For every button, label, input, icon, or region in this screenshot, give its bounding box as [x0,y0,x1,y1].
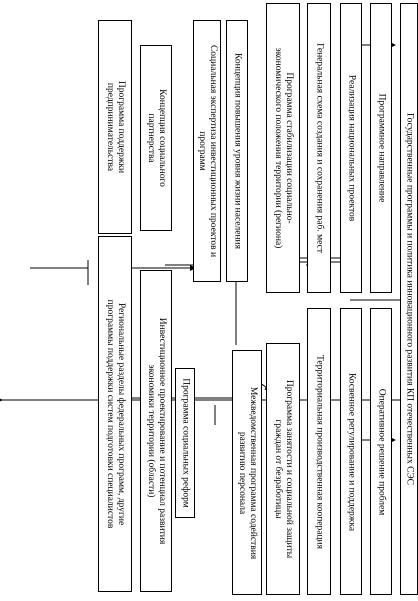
stabilization-program-text [272,48,294,249]
living-standard-box [226,20,248,282]
territorial-cooperation-box [307,308,331,595]
general-scheme-text: Генеральная схема создания и сохранения раб. мест [314,43,325,253]
partnership-line-1: Концепция социального [157,89,167,187]
regional-line-2: программы поддержки систем подготовки специалистов [105,299,115,529]
entrepreneurship-support-text [104,81,126,173]
stabilization-line-1: Программа стабилизации социально- [284,72,294,224]
stabilization-line-2: экономического положения территории (региона) [273,47,283,249]
social-partnership-box [140,45,172,231]
social-expertise-text [196,45,218,257]
interdepartmental-line-1: Межведомственная программа содействия [248,386,258,559]
social-expertise-line-2: программ [197,131,207,171]
indirect-regulation-box [340,308,362,595]
territorial-cooperation-text: Территориальная производственная кооперация [314,354,325,549]
operative-solution-box [370,308,392,595]
employment-program-box [266,343,300,595]
gos-programs-box [400,3,418,595]
interdepartmental-line-2: развитию персонала [237,431,247,514]
gos-programs-text: Государственные программы и политика инновационного развития КП отечественных СЭС [404,112,415,486]
program-direction-box [370,3,392,293]
social-reforms-text: Программа социальных реформ [180,378,191,508]
regional-sections-text [104,300,126,529]
investment-line-2: экономики территории (области) [146,364,156,498]
investment-design-box [140,270,172,592]
general-scheme-box [307,3,331,293]
entrepreneurship-line-1: Программа поддержки [116,80,126,174]
regional-line-1: Региональные разделы федеральных программ, другие [116,302,126,526]
social-reforms-box [175,368,195,518]
investment-design-text [145,318,167,544]
national-projects-text: Реализация национальных проектов [346,74,357,222]
social-expertise-box [193,20,221,282]
entrepreneurship-support-box [98,20,132,234]
social-partnership-text [145,89,167,187]
national-projects-box [340,3,362,293]
investment-line-1: Инвестиционное проектирование и потенциал развития [157,317,167,545]
stabilization-program-box [266,3,300,293]
entrepreneurship-line-2: предпринимательства [105,82,115,172]
partnership-line-2: партнерства [146,113,156,163]
employment-line-2: граждан от безработицы [273,419,283,519]
employment-program-text [272,380,294,558]
program-direction-text: Программное направление [376,93,387,203]
interdepartmental-program-box [232,350,262,595]
interdepartmental-program-text [236,386,258,558]
living-standard-text: Концепция повышения уровня жизни населения [232,53,243,249]
social-expertise-line-1: Социальная экспертиза инвестиционных проектов и [208,44,218,258]
regional-sections-box [98,236,132,592]
operative-solution-text: Оперативное решение проблем [376,388,387,515]
employment-line-1: Программа занятости и социальной защиты [284,379,294,559]
indirect-regulation-text: Косвенное регулирование и поддержка [346,372,357,531]
